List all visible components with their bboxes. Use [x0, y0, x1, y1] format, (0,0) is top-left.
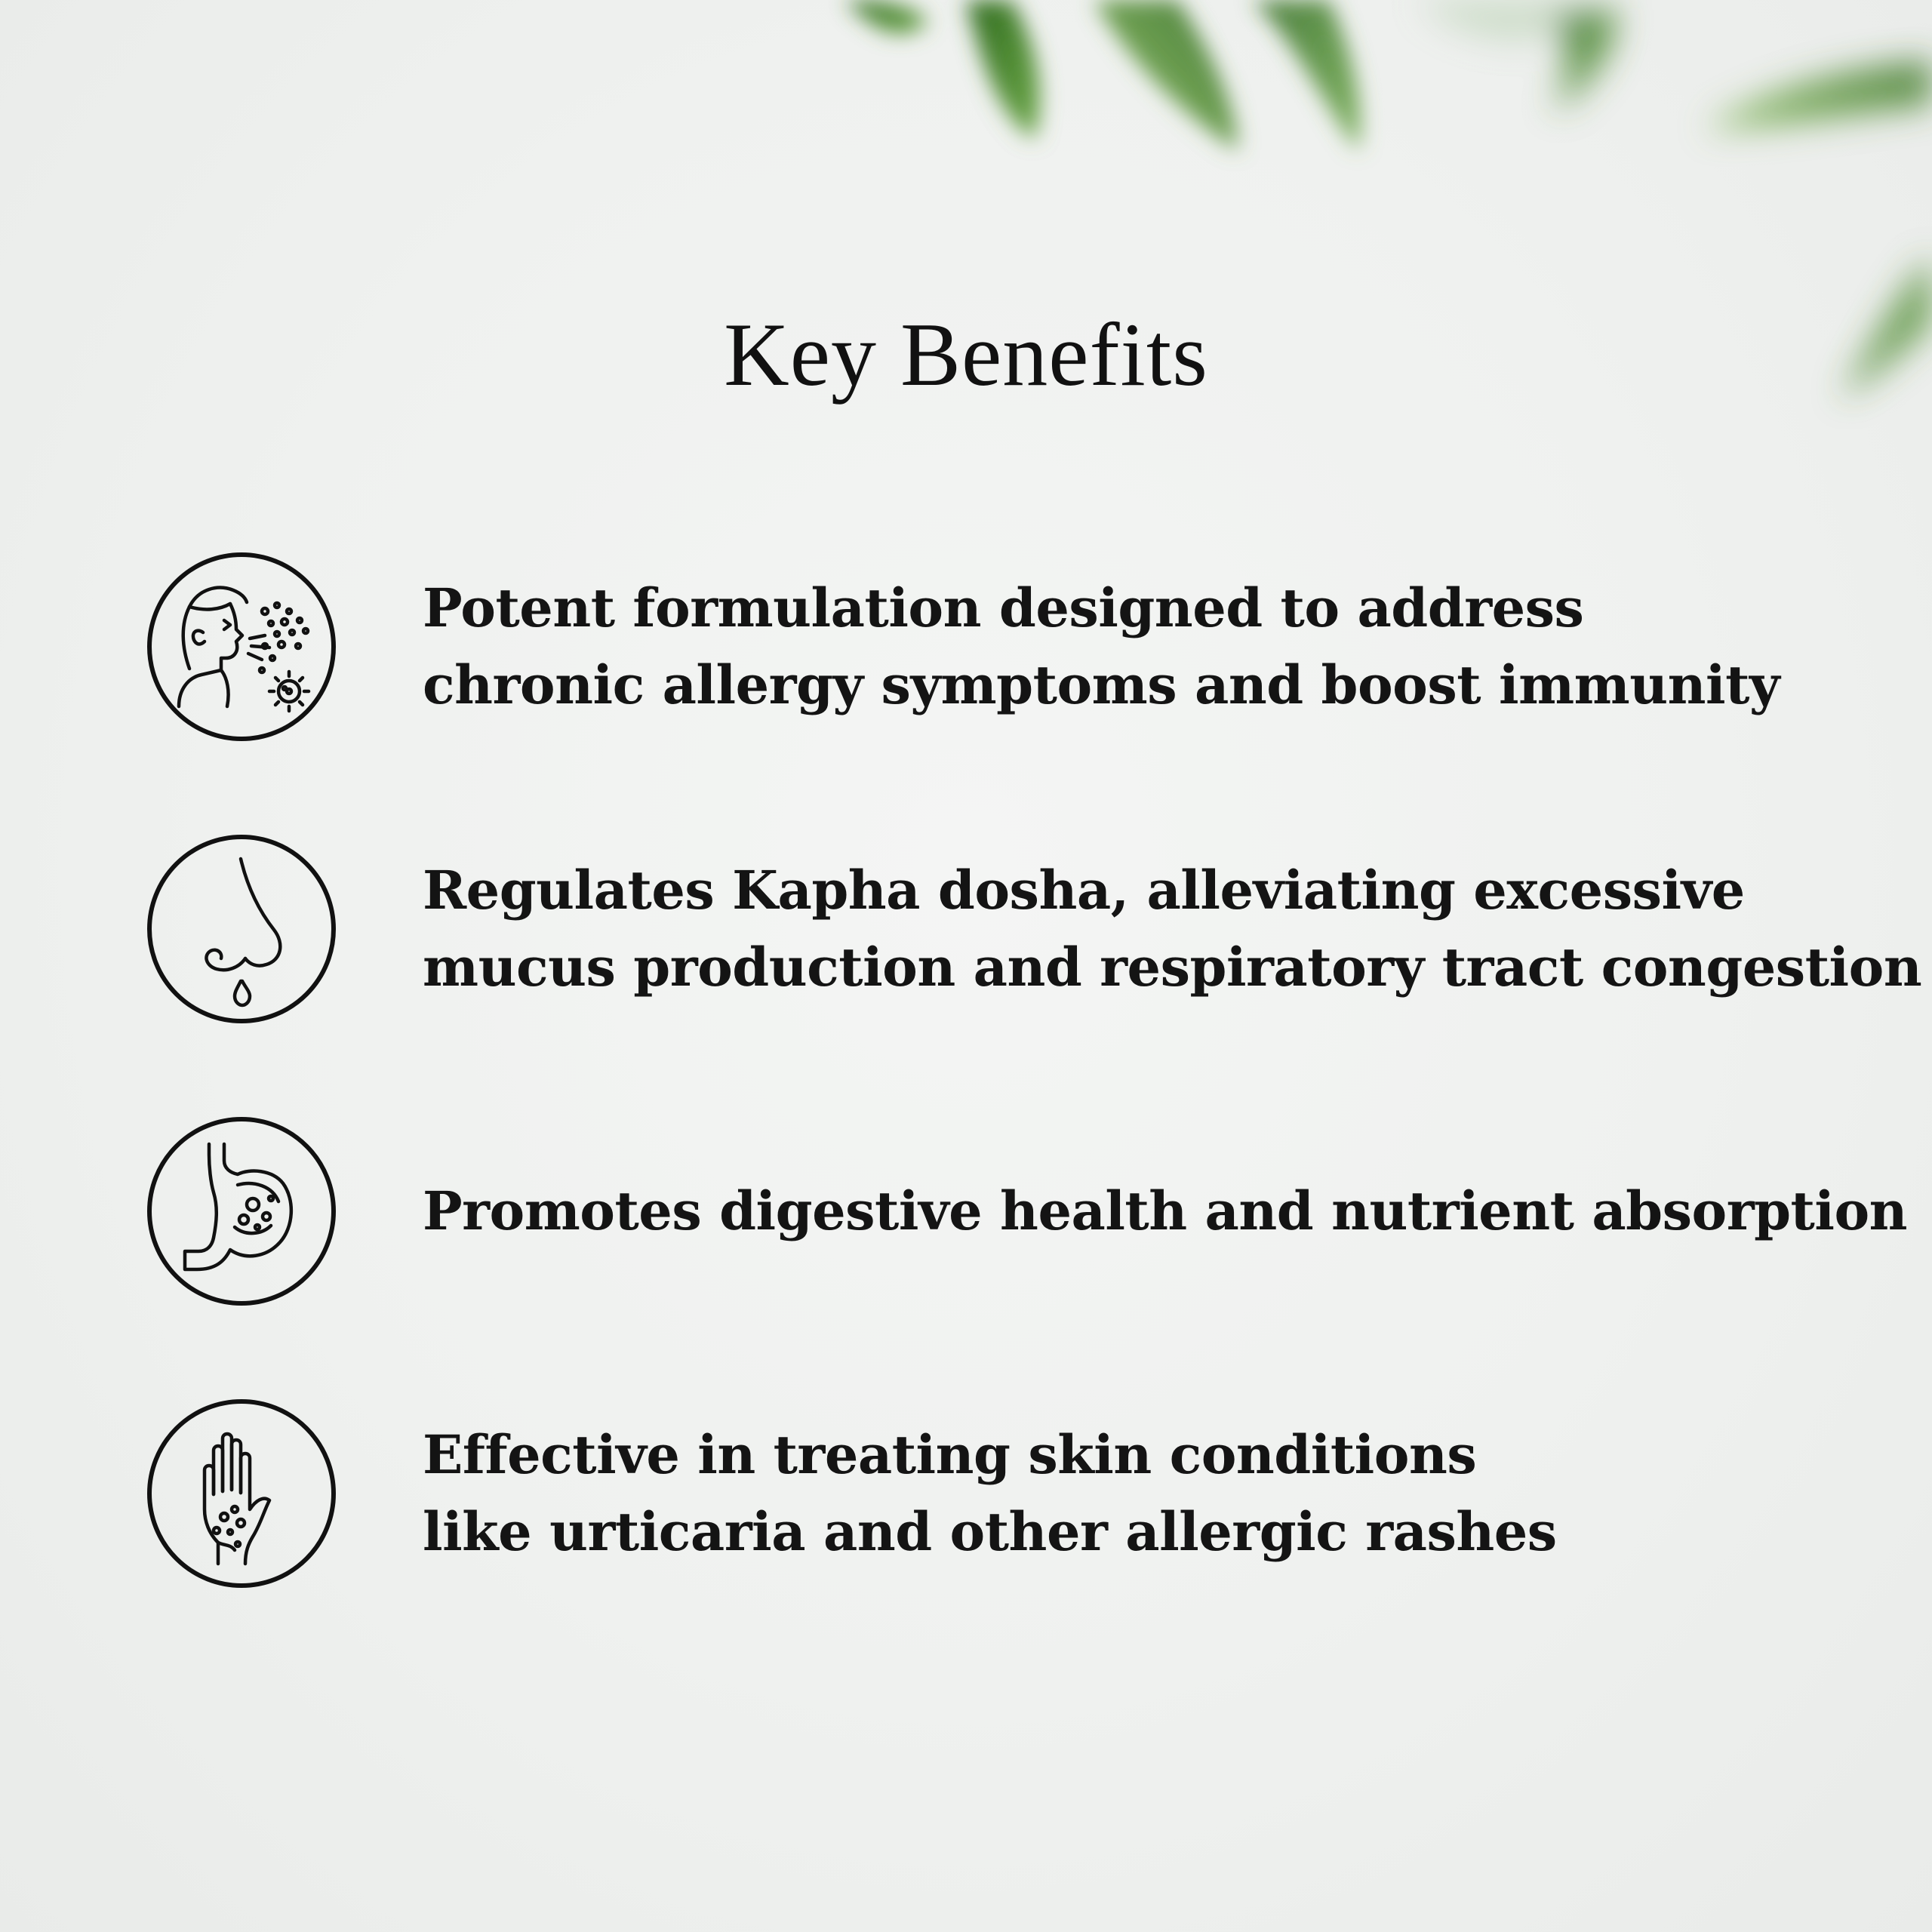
- benefit-text: [423, 835, 1922, 1023]
- sneeze-icon: [147, 552, 336, 741]
- benefit-item: [147, 1117, 1908, 1313]
- benefit-text-line: mucus production and respiratory tract congestion: [423, 936, 1922, 998]
- benefit-text-line: Promotes digestive health and nutrient absorption: [423, 1180, 1908, 1242]
- benefit-text-line: Potent formulation designed to address: [423, 577, 1584, 639]
- benefit-text-line: like urticaria and other allergic rashes: [423, 1500, 1557, 1563]
- benefit-item: [147, 552, 1845, 749]
- benefit-text: [423, 552, 1834, 741]
- skin-rash-hand-icon: [147, 1399, 336, 1588]
- benefit-item: [147, 1399, 1845, 1595]
- benefit-text-line: Regulates Kapha dosha, alleviating excessive: [423, 859, 1745, 921]
- benefit-text: [423, 1399, 1834, 1588]
- stomach-icon: [147, 1117, 336, 1306]
- runny-nose-icon: [147, 835, 336, 1023]
- benefit-text-line: chronic allergy symptoms and boost immunity: [423, 654, 1780, 716]
- benefit-item: [147, 835, 1922, 1031]
- benefit-text-line: Effective in treating skin conditions: [423, 1423, 1477, 1486]
- page-title: Key Benefits: [724, 304, 1208, 405]
- benefit-text: [423, 1117, 1908, 1306]
